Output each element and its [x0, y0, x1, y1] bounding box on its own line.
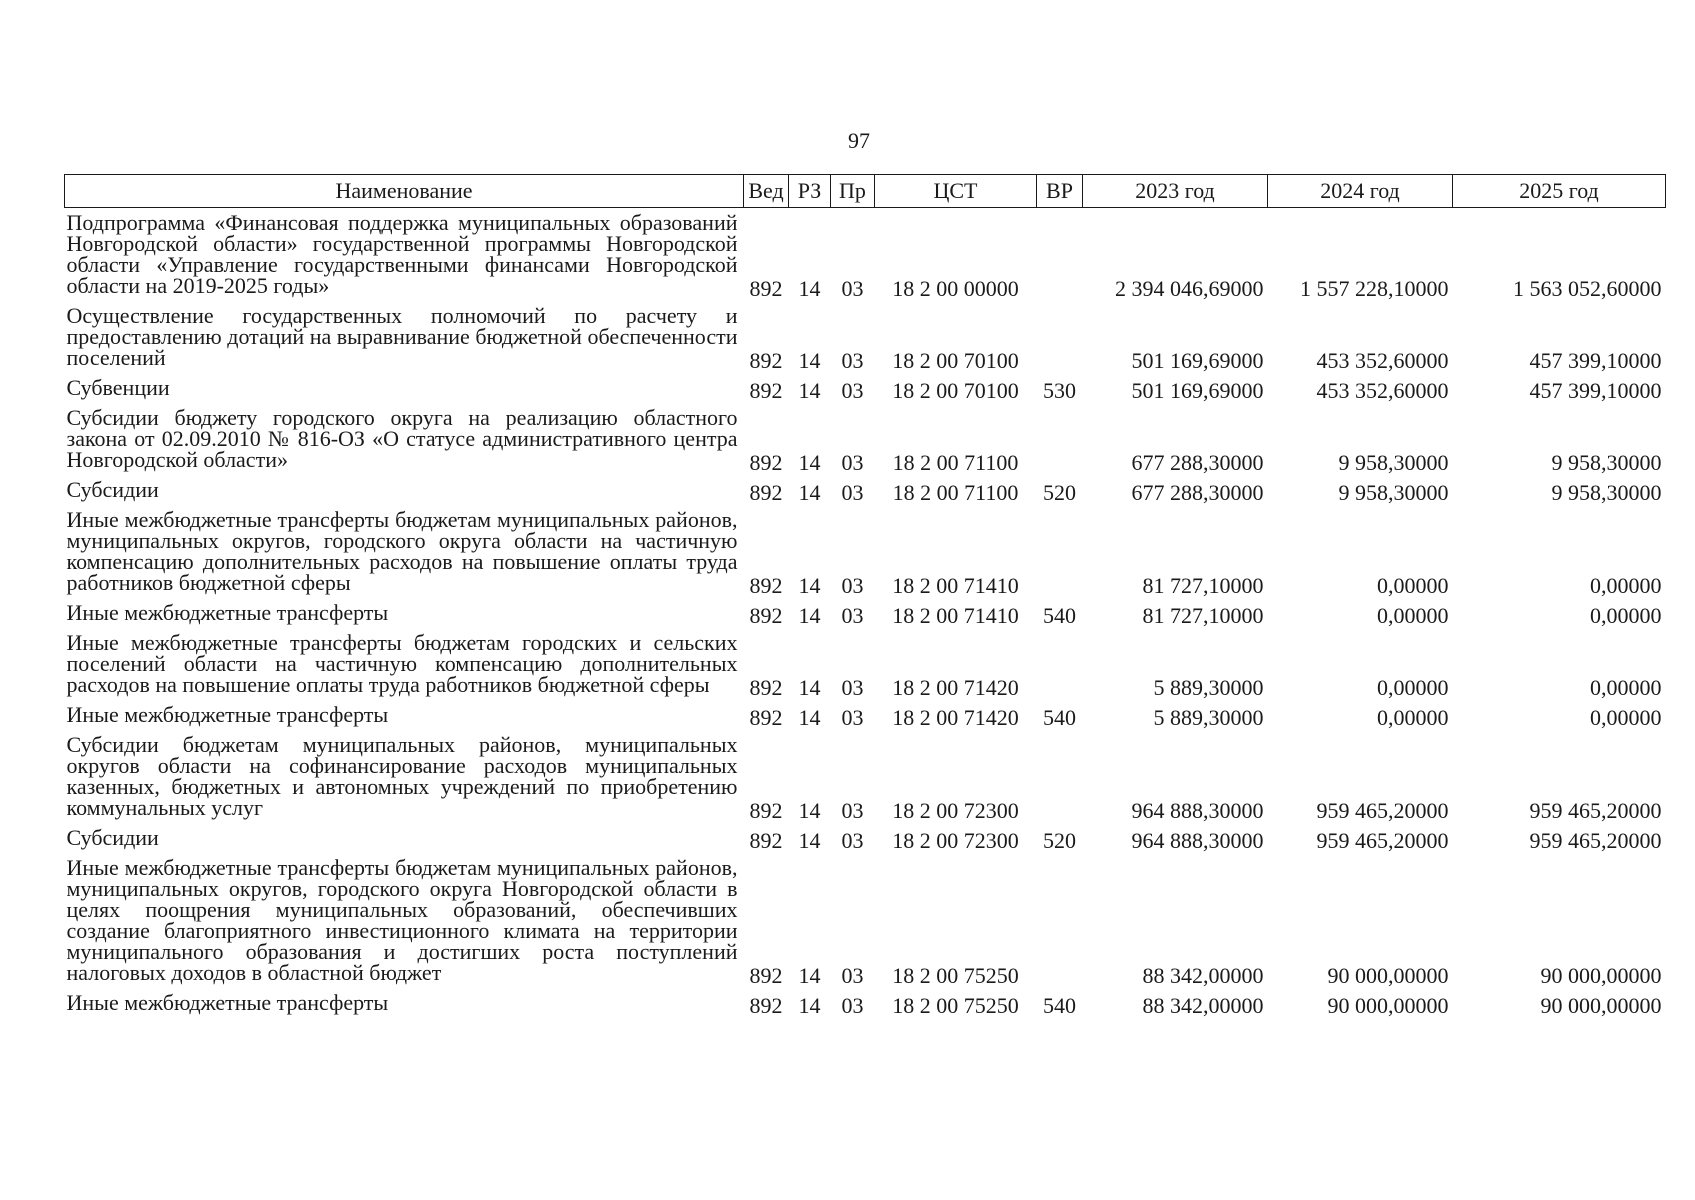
table-row: [65, 730, 1666, 823]
row-ved: 892: [749, 993, 783, 1018]
row-ved: 892: [749, 603, 783, 628]
row-amount-2023: 964 888,30000: [1131, 798, 1264, 823]
row-amount-2023: 81 727,10000: [1142, 573, 1264, 598]
row-rz: 14: [798, 276, 821, 301]
table-row: [65, 301, 1666, 373]
row-pr: 03: [841, 798, 864, 823]
row-amount-2024: 90 000,00000: [1327, 963, 1449, 988]
row-amount-2024: 0,00000: [1377, 675, 1449, 700]
row-cst: 18 2 00 70100: [892, 348, 1019, 373]
row-amount-2024: 90 000,00000: [1327, 993, 1449, 1018]
row-pr: 03: [841, 993, 864, 1018]
row-name: Субсидии бюджетам муниципальных районов, муниципальных округов области на софинансирование расходов муниципальных казенных, бюджетных и автономных учреждений по приобретению коммунальных услуг: [66, 732, 738, 820]
table-row: [65, 988, 1666, 1018]
row-amount-2024: 9 958,30000: [1338, 480, 1449, 505]
row-name: Подпрограмма «Финансовая поддержка муниципальных образований Новгородской области» государственной программы Новгородской области «Управление государственными финансами Новгородской области на 2019-2025 годы»: [66, 210, 738, 298]
row-rz: 14: [798, 480, 821, 505]
table-row: [65, 598, 1666, 628]
header-2023: 2023 год: [1083, 175, 1268, 208]
row-pr: 03: [841, 828, 864, 853]
row-amount-2024: 959 465,20000: [1316, 828, 1449, 853]
row-ved: 892: [749, 450, 783, 475]
row-vr: 530: [1043, 378, 1076, 403]
row-name: Субвенции: [66, 375, 170, 400]
table-row: [65, 403, 1666, 475]
row-vr: 540: [1043, 603, 1076, 628]
row-ved: 892: [749, 675, 783, 700]
row-amount-2023: 5 889,30000: [1153, 705, 1264, 730]
row-name: Иные межбюджетные трансферты: [66, 990, 389, 1015]
row-rz: 14: [798, 993, 821, 1018]
row-rz: 14: [798, 828, 821, 853]
row-cst: 18 2 00 70100: [892, 378, 1019, 403]
row-rz: 14: [798, 450, 821, 475]
row-ved: 892: [749, 276, 783, 301]
row-vr: [1037, 208, 1083, 302]
row-cst: 18 2 00 71410: [892, 573, 1019, 598]
row-amount-2024: 453 352,60000: [1316, 378, 1449, 403]
table-row: [65, 373, 1666, 403]
row-vr: [1037, 403, 1083, 475]
row-amount-2025: 959 465,20000: [1529, 828, 1662, 853]
table-row: [65, 505, 1666, 598]
row-ved: 892: [749, 798, 783, 823]
row-rz: 14: [798, 573, 821, 598]
row-vr: 540: [1043, 993, 1076, 1018]
row-rz: 14: [798, 603, 821, 628]
row-ved: 892: [749, 378, 783, 403]
row-vr: [1037, 301, 1083, 373]
row-cst: 18 2 00 72300: [892, 828, 1019, 853]
row-amount-2023: 964 888,30000: [1131, 828, 1264, 853]
row-amount-2025: 9 958,30000: [1551, 480, 1662, 505]
row-ved: 892: [749, 828, 783, 853]
row-amount-2023: 2 394 046,69000: [1115, 276, 1264, 301]
row-pr: 03: [841, 348, 864, 373]
row-pr: 03: [841, 675, 864, 700]
header-cst: ЦСТ: [875, 175, 1037, 208]
row-vr: 520: [1043, 828, 1076, 853]
table-header: [65, 175, 1666, 208]
budget-table: [64, 174, 1666, 1018]
row-cst: 18 2 00 71100: [892, 450, 1019, 475]
table-row: [65, 823, 1666, 853]
row-ved: 892: [749, 348, 783, 373]
row-amount-2023: 81 727,10000: [1142, 603, 1264, 628]
row-amount-2024: 1 557 228,10000: [1300, 276, 1449, 301]
table-row: [65, 853, 1666, 988]
table-row: [65, 475, 1666, 505]
page-number: 97: [848, 128, 870, 153]
row-cst: 18 2 00 75250: [892, 963, 1019, 988]
row-amount-2023: 677 288,30000: [1131, 450, 1264, 475]
row-amount-2023: 501 169,69000: [1131, 348, 1264, 373]
header-rz: РЗ: [789, 175, 831, 208]
row-amount-2024: 9 958,30000: [1338, 450, 1449, 475]
row-amount-2025: 0,00000: [1590, 603, 1662, 628]
row-rz: 14: [798, 798, 821, 823]
row-vr: [1037, 505, 1083, 598]
row-amount-2025: 90 000,00000: [1540, 993, 1662, 1018]
row-amount-2024: 959 465,20000: [1316, 798, 1449, 823]
header-pr: Пр: [831, 175, 875, 208]
row-vr: [1037, 853, 1083, 988]
row-amount-2025: 959 465,20000: [1529, 798, 1662, 823]
row-ved: 892: [749, 963, 783, 988]
header-vr: ВР: [1037, 175, 1083, 208]
row-amount-2023: 501 169,69000: [1131, 378, 1264, 403]
row-amount-2025: 1 563 052,60000: [1513, 276, 1662, 301]
row-amount-2025: 457 399,10000: [1529, 378, 1662, 403]
table-body: [65, 208, 1666, 1019]
row-name: Субсидии: [66, 477, 159, 502]
header-name: Наименование: [65, 175, 744, 208]
row-pr: 03: [841, 963, 864, 988]
table-row: [65, 628, 1666, 700]
row-amount-2025: 9 958,30000: [1551, 450, 1662, 475]
row-ved: 892: [749, 705, 783, 730]
row-rz: 14: [798, 705, 821, 730]
row-name: Иные межбюджетные трансферты: [66, 702, 389, 727]
row-pr: 03: [841, 573, 864, 598]
row-name: Осуществление государственных полномочий по расчету и предоставлению дотаций на выравнивание бюджетной обеспеченности поселений: [66, 303, 738, 370]
header-2025: 2025 год: [1453, 175, 1666, 208]
row-name: Субсидии: [66, 825, 159, 850]
row-pr: 03: [841, 276, 864, 301]
row-vr: [1037, 730, 1083, 823]
row-amount-2024: 0,00000: [1377, 705, 1449, 730]
row-amount-2023: 677 288,30000: [1131, 480, 1264, 505]
row-name: Иные межбюджетные трансферты бюджетам муниципальных районов, муниципальных округов, городского округа области на частичную компенсацию дополнительных расходов на повышение оплаты труда работников бюджетной сферы: [66, 507, 738, 595]
row-amount-2025: 0,00000: [1590, 675, 1662, 700]
row-rz: 14: [798, 378, 821, 403]
row-amount-2024: 0,00000: [1377, 603, 1449, 628]
row-pr: 03: [841, 603, 864, 628]
row-amount-2025: 90 000,00000: [1540, 963, 1662, 988]
row-name: Иные межбюджетные трансферты: [66, 600, 389, 625]
table-row: [65, 208, 1666, 302]
row-pr: 03: [841, 705, 864, 730]
header-2024: 2024 год: [1268, 175, 1453, 208]
row-name: Субсидии бюджету городского округа на реализацию областного закона от 02.09.2010 № 816-ОЗ «О статусе административного центра Новгородской области»: [66, 405, 738, 472]
row-cst: 18 2 00 72300: [892, 798, 1019, 823]
row-name: Иные межбюджетные трансферты бюджетам муниципальных районов, муниципальных округов, городского округа Новгородской области в целях поощрения муниципальных образований, обеспечивших создание благоприятного инвестиционного климата на территории муниципального образования и достигших роста поступлений налоговых доходов в областной бюджет: [66, 855, 738, 985]
row-amount-2023: 5 889,30000: [1153, 675, 1264, 700]
table-row: [65, 700, 1666, 730]
row-amount-2025: 0,00000: [1590, 705, 1662, 730]
row-rz: 14: [798, 675, 821, 700]
row-cst: 18 2 00 71100: [892, 480, 1019, 505]
row-vr: 520: [1043, 480, 1076, 505]
row-amount-2024: 0,00000: [1377, 573, 1449, 598]
row-ved: 892: [749, 480, 783, 505]
row-vr: 540: [1043, 705, 1076, 730]
row-name: Иные межбюджетные трансферты бюджетам городских и сельских поселений области на частичную компенсацию дополнительных расходов на повышение оплаты труда работников бюджетной сферы: [66, 630, 738, 697]
row-vr: [1037, 628, 1083, 700]
row-cst: 18 2 00 71420: [892, 705, 1019, 730]
row-amount-2025: 457 399,10000: [1529, 348, 1662, 373]
row-cst: 18 2 00 71410: [892, 603, 1019, 628]
row-pr: 03: [841, 450, 864, 475]
row-pr: 03: [841, 378, 864, 403]
row-pr: 03: [841, 480, 864, 505]
row-amount-2023: 88 342,00000: [1142, 993, 1264, 1018]
row-ved: 892: [749, 573, 783, 598]
row-amount-2024: 453 352,60000: [1316, 348, 1449, 373]
row-amount-2025: 0,00000: [1590, 573, 1662, 598]
header-ved: Вед: [744, 175, 789, 208]
row-cst: 18 2 00 71420: [892, 675, 1019, 700]
row-rz: 14: [798, 963, 821, 988]
row-amount-2023: 88 342,00000: [1142, 963, 1264, 988]
row-rz: 14: [798, 348, 821, 373]
row-cst: 18 2 00 75250: [892, 993, 1019, 1018]
row-cst: 18 2 00 00000: [892, 276, 1019, 301]
